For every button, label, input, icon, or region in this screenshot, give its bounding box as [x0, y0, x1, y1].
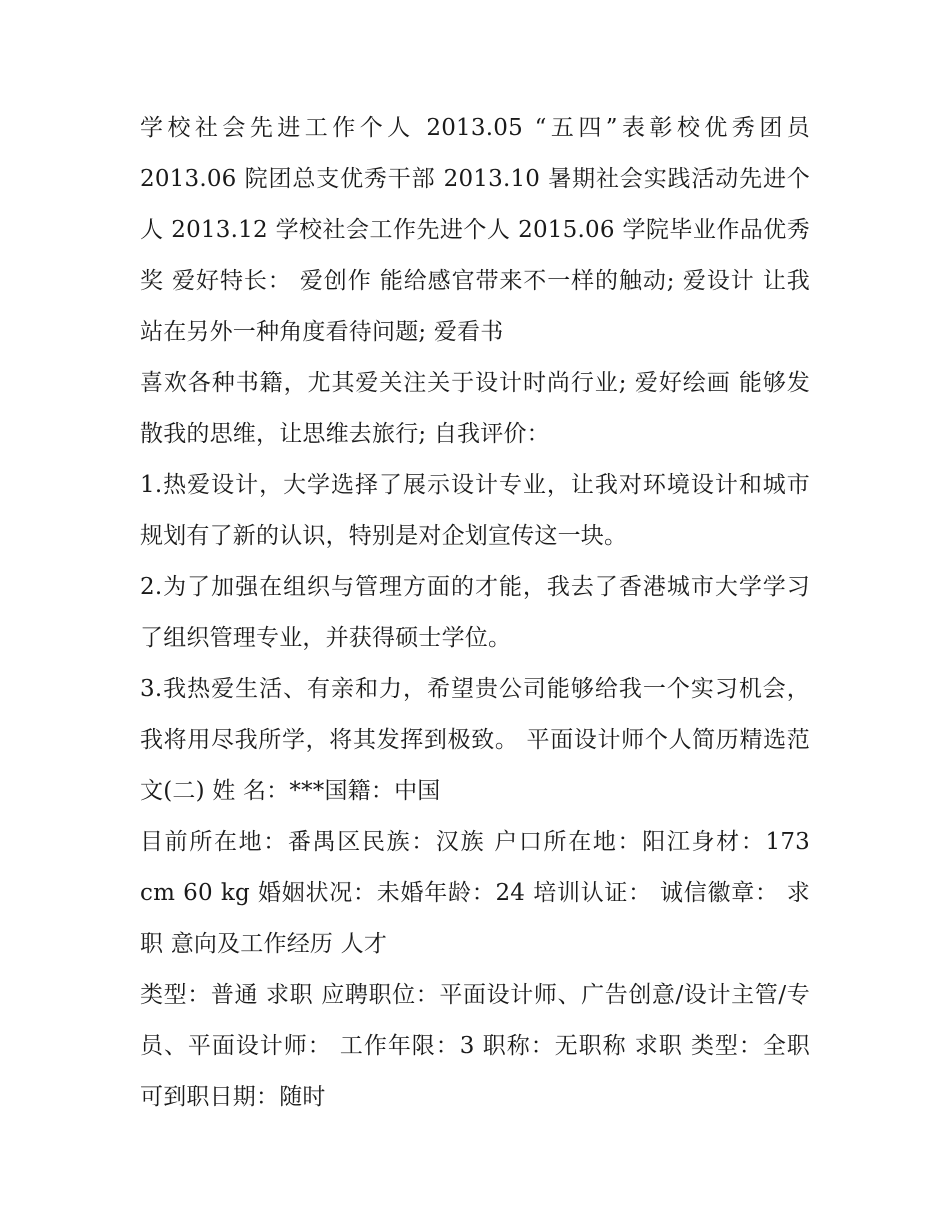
paragraph-honors-hobbies: 学校社会先进工作个人 2013.05 “五四”表彰校优秀团员 2013.06 院团总支优秀干部 2013.10 暑期社会实践活动先进个人 2013.12 学校社会工作先进个人 2015.06 学院毕业作品优秀奖 爱好特长： 爱创作 能给感官带来不一样的触动; 爱设计 让我站在另外一种角度看待问题; 爱看书	[140, 115, 810, 345]
paragraph-evaluation-1: 1.热爱设计，大学选择了展示设计专业，让我对环境设计和城市规划有了新的认识，特别是对企划宣传这一块。	[140, 472, 810, 549]
paragraph-hobbies-self-evaluation: 喜欢各种书籍，尤其爱关注关于设计时尚行业; 爱好绘画 能够发散我的思维，让思维去旅行; 自我评价：	[140, 370, 810, 447]
document-body	[140, 103, 810, 1123]
paragraph-job-intent: 类型：普通 求职 应聘职位：平面设计师、广告创意/设计主管/专员、平面设计师： 工作年限：3 职称：无职称 求职 类型：全职可到职日期：随时	[140, 982, 810, 1110]
paragraph-personal-info: 目前所在地：番禺区民族：汉族 户口所在地：阳江身材：173 cm 60 kg 婚姻状况：未婚年龄：24 培训认证： 诚信徽章： 求职 意向及工作经历 人才	[140, 829, 810, 957]
paragraph-evaluation-3: 3.我热爱生活、有亲和力，希望贵公司能够给我一个实习机会，我将用尽我所学，将其发挥到极致。 平面设计师个人简历精选范文(二) 姓 名：***国籍：中国	[140, 676, 810, 804]
paragraph-evaluation-2: 2.为了加强在组织与管理方面的才能，我去了香港城市大学学习了组织管理专业，并获得硕士学位。	[140, 574, 810, 651]
